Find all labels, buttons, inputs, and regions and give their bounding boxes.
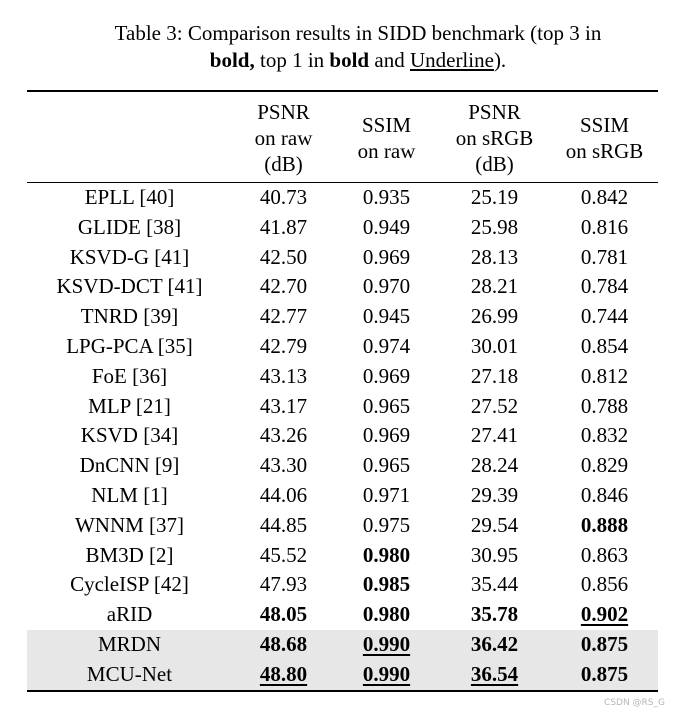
value-cell: 0.935: [362, 185, 411, 209]
value-cell: 0.784: [580, 274, 629, 299]
value-cell: 42.50: [259, 244, 308, 269]
value-cell: 0.812: [580, 363, 629, 388]
value-cell: 0.990: [335, 630, 438, 660]
table-body: [27, 183, 658, 691]
value-cell: 0.842: [580, 185, 629, 209]
method-cell: WNNM [37]: [74, 512, 185, 537]
table-row: [27, 302, 658, 332]
value-cell: 48.80: [232, 660, 335, 691]
method-cell: CycleISP [42]: [70, 572, 189, 597]
value-cell: 0.965: [362, 393, 411, 418]
method-cell: EPLL [40]: [84, 185, 175, 209]
column-header-line: on raw: [254, 126, 313, 150]
value-cell: 44.85: [259, 512, 308, 537]
table-row: [27, 213, 658, 243]
table-row: [27, 511, 658, 541]
caption-underline-word: Underline: [409, 48, 494, 72]
results-table: [27, 90, 658, 692]
header-row: [27, 91, 658, 183]
value-cell: 28.21: [470, 274, 519, 299]
caption-mid-2: and: [369, 48, 410, 72]
table-row: [27, 243, 658, 273]
header-ssim-srgb: [551, 91, 658, 183]
header-psnr-srgb: [438, 91, 551, 183]
table-row: [27, 541, 658, 571]
value-cell: 0.856: [580, 572, 629, 597]
table-row: [27, 272, 658, 302]
value-cell: 42.70: [259, 274, 308, 299]
value-cell: 0.969: [362, 363, 411, 388]
column-header-line: SSIM: [579, 113, 630, 137]
value-cell: 0.965: [362, 453, 411, 478]
value-cell: 0.875: [551, 660, 658, 691]
table-row: [27, 570, 658, 600]
value-cell: 43.30: [259, 453, 308, 478]
value-cell: 48.05: [259, 602, 308, 627]
value-cell: 27.52: [470, 393, 519, 418]
table-row: [27, 332, 658, 362]
column-header-line: PSNR: [468, 100, 521, 124]
table-row: [27, 660, 658, 691]
column-header-line: on raw: [357, 139, 416, 163]
value-cell: 25.98: [470, 214, 519, 239]
value-cell: 0.980: [362, 602, 411, 627]
table-row: [27, 451, 658, 481]
method-cell: DnCNN [9]: [79, 453, 180, 478]
value-cell: 26.99: [470, 304, 519, 329]
value-cell: 43.26: [259, 423, 308, 448]
value-cell: 0.832: [580, 423, 629, 448]
watermark: CSDN @RS_G: [604, 698, 665, 708]
value-cell: 41.87: [259, 214, 308, 239]
table-row: [27, 630, 658, 660]
value-cell: 43.13: [259, 363, 308, 388]
method-cell: KSVD [34]: [80, 423, 179, 448]
value-cell: 0.888: [580, 512, 629, 537]
value-cell: 0.980: [362, 542, 411, 567]
table-row: [27, 183, 658, 213]
method-cell: BM3D [2]: [85, 542, 174, 567]
caption-mid-1: top 1 in: [254, 48, 330, 72]
caption-line-1: Table 3: Comparison results in SIDD benchmark (top 3 in: [114, 21, 602, 45]
value-cell: 0.863: [580, 542, 629, 567]
value-cell: 0.854: [580, 333, 629, 358]
value-cell: 0.949: [362, 214, 411, 239]
header-method: [27, 91, 232, 183]
value-cell: 0.875: [551, 630, 658, 660]
value-cell: 42.79: [259, 333, 308, 358]
value-cell: 28.24: [470, 453, 519, 478]
column-header-line: on sRGB: [455, 126, 534, 150]
value-cell: 0.744: [580, 304, 629, 329]
method-cell: KSVD-DCT [41]: [56, 274, 203, 299]
method-cell: MCU-Net: [27, 660, 232, 691]
header-psnr-raw: [232, 91, 335, 183]
value-cell: 0.781: [580, 244, 629, 269]
column-header-line: SSIM: [361, 113, 412, 137]
value-cell: 0.846: [580, 482, 629, 507]
value-cell: 43.17: [259, 393, 308, 418]
method-cell: GLIDE [38]: [77, 214, 182, 239]
value-cell: 42.77: [259, 304, 308, 329]
value-cell: 0.945: [362, 304, 411, 329]
value-cell: 0.969: [362, 244, 411, 269]
method-cell: MRDN: [27, 630, 232, 660]
table-row: [27, 392, 658, 422]
value-cell: 0.902: [580, 602, 629, 627]
value-cell: 36.42: [438, 630, 551, 660]
header-ssim-raw: [335, 91, 438, 183]
value-cell: 29.39: [470, 482, 519, 507]
value-cell: 27.41: [470, 423, 519, 448]
value-cell: 35.44: [470, 572, 519, 597]
method-cell: NLM [1]: [91, 482, 168, 507]
value-cell: 0.990: [335, 660, 438, 691]
value-cell: 0.970: [362, 274, 411, 299]
method-cell: FoE [36]: [91, 363, 168, 388]
method-cell: TNRD [39]: [80, 304, 179, 329]
method-cell: KSVD-G [41]: [69, 244, 190, 269]
method-cell: LPG-PCA [35]: [66, 333, 193, 358]
value-cell: 36.54: [438, 660, 551, 691]
value-cell: 29.54: [470, 512, 519, 537]
table-row: [27, 421, 658, 451]
column-header-line: PSNR: [257, 100, 310, 124]
table-header: [27, 91, 658, 183]
table-row: [27, 362, 658, 392]
value-cell: 0.975: [362, 512, 411, 537]
caption-end: ).: [493, 48, 507, 72]
value-cell: 0.788: [580, 393, 629, 418]
column-header-line: (dB): [264, 152, 303, 176]
table-row: [27, 600, 658, 630]
value-cell: 35.78: [470, 602, 519, 627]
value-cell: 0.829: [580, 453, 629, 478]
value-cell: 0.985: [362, 572, 411, 597]
table-caption: [0, 20, 675, 74]
value-cell: 27.18: [470, 363, 519, 388]
value-cell: 0.816: [580, 214, 629, 239]
value-cell: 25.19: [470, 185, 519, 209]
column-header-line: (dB): [475, 152, 514, 176]
value-cell: 0.974: [362, 333, 411, 358]
table-row: [27, 481, 658, 511]
value-cell: 28.13: [470, 244, 519, 269]
caption-line-2: [0, 47, 675, 74]
value-cell: 48.68: [232, 630, 335, 660]
value-cell: 0.969: [362, 423, 411, 448]
value-cell: 47.93: [259, 572, 308, 597]
value-cell: 40.73: [259, 185, 308, 209]
value-cell: 30.01: [470, 333, 519, 358]
caption-bold-word-2: bold: [329, 48, 370, 72]
method-cell: aRID: [106, 602, 153, 627]
value-cell: 0.971: [362, 482, 411, 507]
method-cell: MLP [21]: [88, 393, 171, 418]
value-cell: 30.95: [470, 542, 519, 567]
caption-bold-word: bold,: [209, 48, 255, 72]
value-cell: 45.52: [259, 542, 308, 567]
column-header-line: on sRGB: [565, 139, 644, 163]
value-cell: 44.06: [259, 482, 308, 507]
